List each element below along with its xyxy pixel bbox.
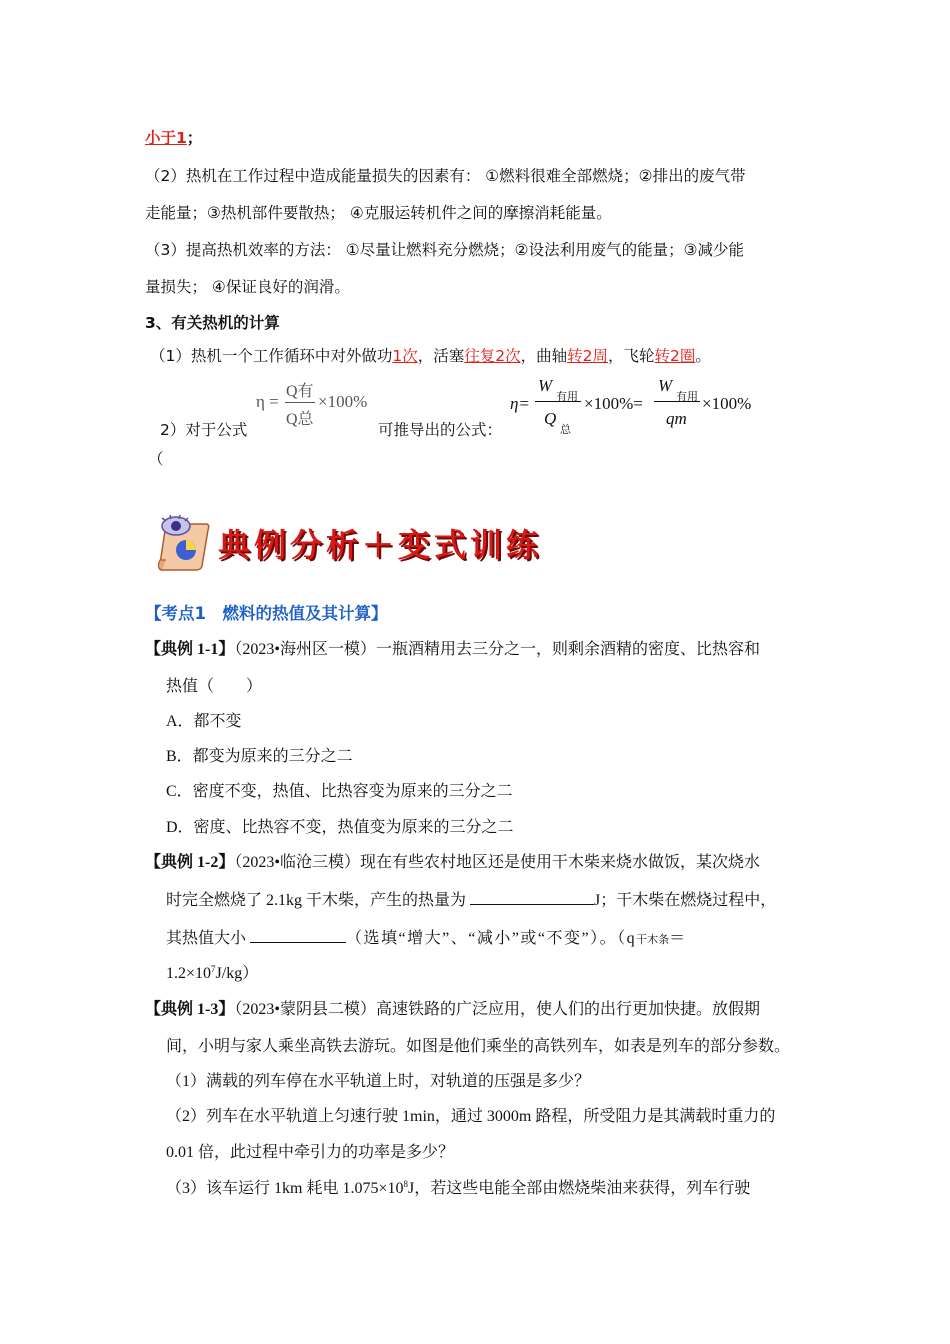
answer-1: 1次 [392,347,418,365]
answer-blank-change[interactable] [250,928,346,943]
section-3-line-1: （1）热机一个工作循环中对外做功1次，活塞往复2次，曲轴转2周，飞轮转2圈。 [150,347,711,365]
example-1-2-line-3: 其热值大小 （选填“增大”、“减小”或“不变”）。（q干木条＝ [166,930,686,947]
example-1-3-sub-2-a: （2）列车在水平轨道上匀速行驶 1min，通过 3000m 路程，所受阻力是其满载时重力的 [166,1108,776,1125]
section-3-line-2-a: 2）对于公式 [160,421,248,439]
eye-scroll-icon [152,510,212,572]
answer-2: 往复2次 [464,347,521,365]
example-1-3-line-2: 间，小明与家人乘坐高铁去游玩。如图是他们乘坐的高铁列车，如表是列车的部分参数。 [166,1038,791,1055]
intro-line-1: 小于1； [145,129,203,147]
answer-less-than-1: 小于1 [145,129,187,147]
example-1-2-line-4: $1.2\times 10^7J/kg$） [166,964,259,982]
option-a: A．都不变 [166,713,242,730]
example-1-3-sub-3: （3）该车运行 1km 耗电 $1.075\times 10^8J$，若这些电能全部由燃烧柴油来获得，列车行驶 [166,1179,751,1197]
section-3-heading: 3、有关热机的计算 [145,314,280,332]
option-c: C．密度不变，热值、比热容变为原来的三分之二 [166,783,513,800]
example-1-3-line-1: 【典例 1-3】（2023•蒙阴县二模）高速铁路的广泛应用，使人们的出行更加快捷。放假期 [145,1001,760,1018]
example-1-3-sub-1: （1）满载的列车停在水平轨道上时，对轨道的压强是多少？ [166,1073,591,1090]
topic-heading: 【考点1 燃料的热值及其计算】 [145,604,388,623]
intro-p3-b: 量损失； ④保证良好的润滑。 [145,278,350,296]
banner-icon [152,510,212,572]
example-1-1-line-1: 【典例 1-1】（2023•海州区一模）一瓶酒精用去三分之一，则剩余酒精的密度、比热容和 [145,641,760,658]
answer-3: 转2周 [567,347,609,365]
formula-efficiency: η = Q有 Q总 ×100% [256,383,368,428]
section-3-paren: （ [148,450,164,468]
example-1-1-line-2: 热值（ ） [166,678,263,695]
banner-title: 典例分析＋变式训练 [218,526,543,564]
option-d: D．密度、比热容不变，热值变为原来的三分之二 [166,819,514,836]
example-1-2-line-1: 【典例 1-2】（2023•临沧三模）现在有些农村地区还是使用干木柴来烧水做饭，某次烧水 [145,854,760,871]
answer-blank-heat[interactable] [470,890,594,905]
intro-p2-a: （2）热机在工作过程中造成能量损失的因素有： ①燃料很难全部燃烧；②排出的废气带 [145,167,746,185]
section-3-line-2-b: 可推导出的公式： [378,421,503,439]
intro-p3-a: （3）提高热机效率的方法： ①尽量让燃料充分燃烧；②设法利用废气的能量；③减少能 [145,241,744,259]
example-1-3-sub-2-b: 0.01 倍，此过程中牵引力的功率是多少？ [166,1144,455,1161]
option-b: B．都变为原来的三分之二 [166,748,353,765]
formula-derived: η= W 有用 Q 总 ×100%= W 有用 qm ×100% [510,376,752,436]
intro-p2-b: 走能量；③热机部件要散热； ④克服运转机件之间的摩擦消耗能量。 [145,204,612,222]
example-1-2-line-2: 时完全燃烧了 2.1kg 干木柴，产生的热量为 J；干木柴在燃烧过程中， [166,892,777,909]
answer-4: 转2圈 [654,347,696,365]
